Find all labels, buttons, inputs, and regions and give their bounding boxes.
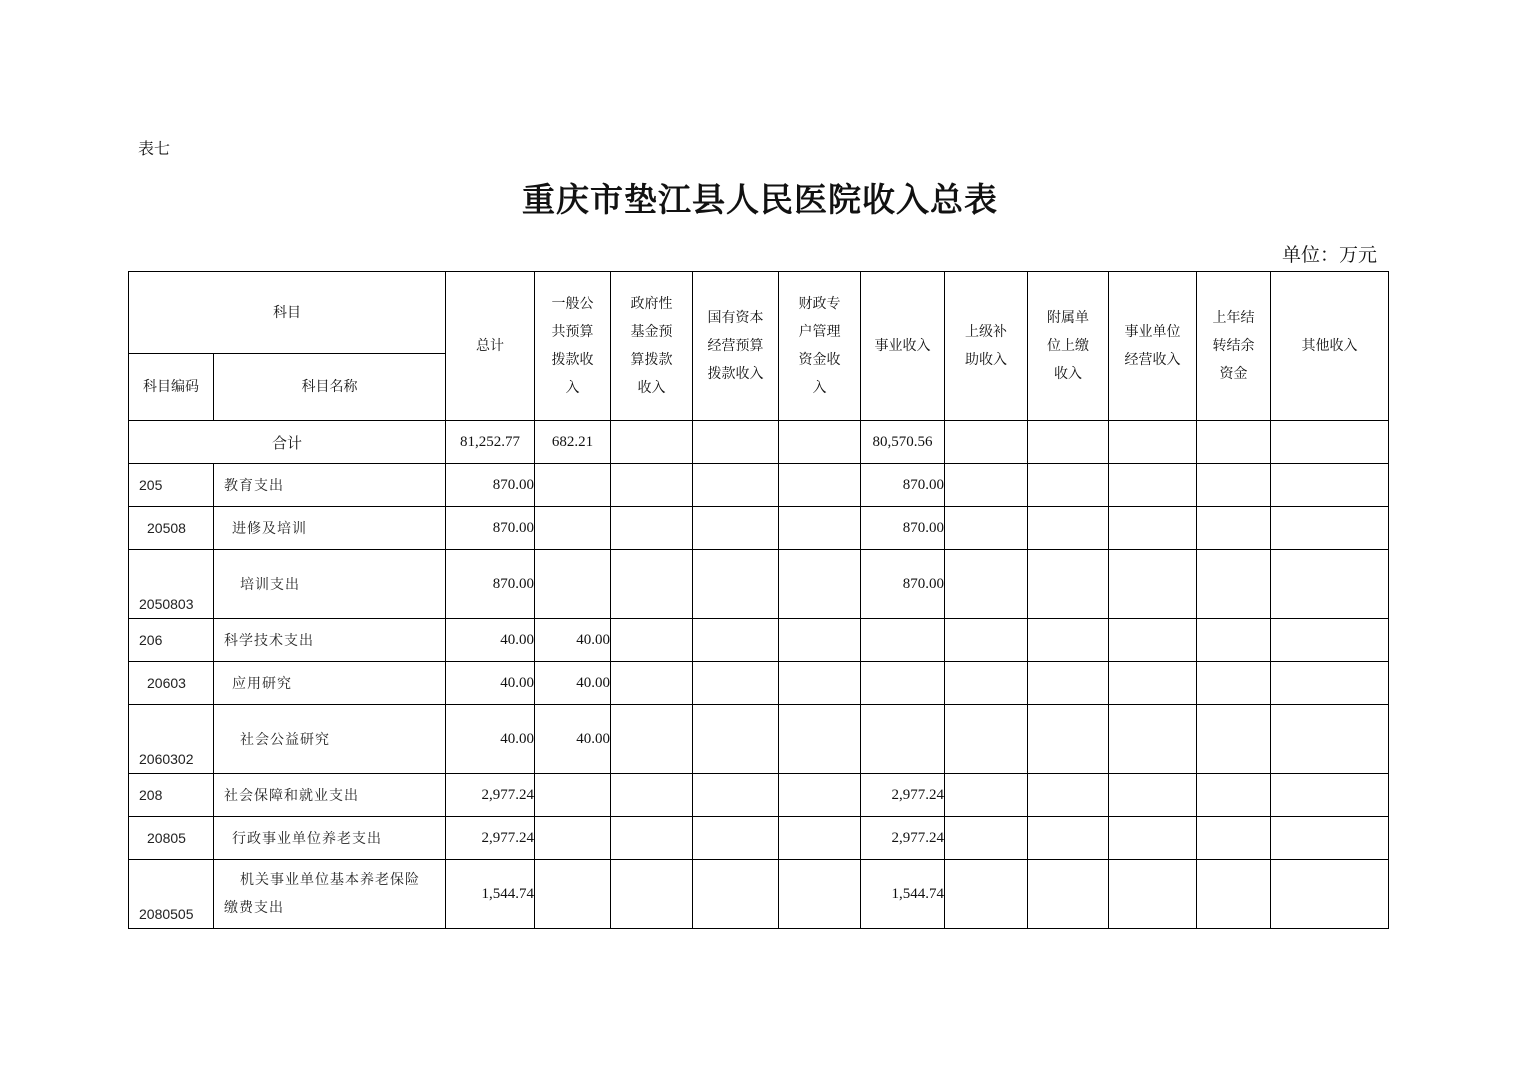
total-row: [129, 421, 1389, 464]
row-business-income: 1,544.74: [861, 860, 945, 929]
header-affiliated-unit: [1028, 272, 1109, 421]
total-state-capital: [693, 421, 779, 464]
row-name: 应用研究: [214, 662, 446, 705]
row-general-budget: [535, 817, 611, 860]
total-fiscal-special: [779, 421, 861, 464]
row-business-income: 2,977.24: [861, 774, 945, 817]
row-total: 40.00: [446, 705, 535, 774]
header-operating-income-line: 经营收入: [1124, 352, 1181, 368]
header-carryover: [1197, 272, 1271, 421]
row-total: 870.00: [446, 464, 535, 507]
header-general-budget: [535, 272, 611, 421]
header-state-capital-line: 拨款收入: [707, 366, 764, 382]
row-business-income: [861, 705, 945, 774]
header-subject-name: 科目名称: [214, 354, 446, 421]
header-state-capital: [693, 272, 779, 421]
header-subject-code: 科目编码: [129, 354, 214, 421]
header-carryover-line: 资金: [1219, 366, 1248, 382]
row-general-budget: [535, 550, 611, 619]
income-summary-table: [128, 271, 1389, 929]
table-row: [129, 619, 1389, 662]
header-affiliated-unit-line: 位上缴: [1047, 338, 1089, 354]
row-name: 进修及培训: [214, 507, 446, 550]
header-carryover-line: 转结余: [1212, 338, 1255, 354]
total-business-income: 80,570.56: [861, 421, 945, 464]
row-name: 社会保障和就业支出: [214, 774, 446, 817]
header-subject: 科目: [129, 272, 446, 354]
total-total: 81,252.77: [446, 421, 535, 464]
total-carryover: [1197, 421, 1271, 464]
table-row: [129, 774, 1389, 817]
row-code: 20805: [129, 817, 214, 860]
table-row: [129, 817, 1389, 860]
header-gov-fund-line: 收入: [637, 380, 666, 396]
row-code: 2050803: [129, 550, 214, 619]
row-code: 20603: [129, 662, 214, 705]
row-name: 培训支出: [214, 550, 446, 619]
header-general-budget-line: 一般公: [551, 296, 594, 312]
header-state-capital-line: 国有资本: [707, 310, 764, 326]
header-superior-subsidy: [945, 272, 1028, 421]
header-fiscal-special-line: 入: [812, 380, 827, 396]
table-row: [129, 705, 1389, 774]
header-operating-income-line: 事业单位: [1124, 324, 1181, 340]
row-code: 205: [129, 464, 214, 507]
row-general-budget: 40.00: [535, 619, 611, 662]
header-fiscal-special: [779, 272, 861, 421]
total-general-budget: 682.21: [535, 421, 611, 464]
table-row: [129, 860, 1389, 929]
header-gov-fund-line: 政府性: [630, 296, 673, 312]
row-name-line: 机关事业单位基本养老保险: [240, 872, 420, 888]
row-code: 206: [129, 619, 214, 662]
row-total: 40.00: [446, 662, 535, 705]
header-other-income: 其他收入: [1271, 272, 1389, 421]
row-name: 科学技术支出: [214, 619, 446, 662]
row-total: 2,977.24: [446, 774, 535, 817]
row-business-income: [861, 662, 945, 705]
total-other-income: [1271, 421, 1389, 464]
row-name: 社会公益研究: [214, 705, 446, 774]
row-total: 2,977.24: [446, 817, 535, 860]
header-gov-fund: [611, 272, 693, 421]
table-row: [129, 662, 1389, 705]
row-name: [214, 860, 446, 929]
row-total: 870.00: [446, 550, 535, 619]
header-total: 总计: [446, 272, 535, 421]
header-carryover-line: 上年结: [1212, 310, 1255, 326]
unit-label: 单位：万元: [1281, 244, 1377, 266]
total-superior-subsidy: [945, 421, 1028, 464]
table-row: [129, 507, 1389, 550]
row-code: 208: [129, 774, 214, 817]
page-title: 重庆市垫江县人民医院收入总表: [522, 180, 998, 219]
table-number-label: 表七: [138, 139, 171, 158]
row-general-budget: [535, 860, 611, 929]
row-general-budget: [535, 774, 611, 817]
row-general-budget: [535, 507, 611, 550]
row-code: 2080505: [129, 860, 214, 929]
row-name: 教育支出: [214, 464, 446, 507]
table-row: [129, 464, 1389, 507]
header-gov-fund-line: 基金预: [630, 324, 673, 340]
header-gov-fund-line: 算拨款: [630, 352, 673, 368]
row-general-budget: [535, 464, 611, 507]
row-total: 40.00: [446, 619, 535, 662]
header-fiscal-special-line: 资金收: [798, 352, 841, 368]
table-row: [129, 550, 1389, 619]
header-general-budget-line: 入: [565, 380, 580, 396]
row-business-income: 870.00: [861, 464, 945, 507]
header-operating-income: [1109, 272, 1197, 421]
row-business-income: 870.00: [861, 550, 945, 619]
header-affiliated-unit-line: 收入: [1054, 366, 1082, 382]
header-business-income: 事业收入: [861, 272, 945, 421]
header-superior-subsidy-line: 助收入: [965, 352, 1007, 368]
header-state-capital-line: 经营预算: [707, 338, 764, 354]
total-operating-income: [1109, 421, 1197, 464]
total-affiliated-unit: [1028, 421, 1109, 464]
header-fiscal-special-line: 财政专: [798, 296, 841, 312]
header-affiliated-unit-line: 附属单: [1047, 310, 1089, 326]
row-code: 20508: [129, 507, 214, 550]
row-business-income: 2,977.24: [861, 817, 945, 860]
row-name-line: 缴费支出: [224, 900, 284, 916]
header-fiscal-special-line: 户管理: [798, 324, 841, 340]
row-total: 1,544.74: [446, 860, 535, 929]
row-general-budget: 40.00: [535, 705, 611, 774]
row-code: 2060302: [129, 705, 214, 774]
row-general-budget: 40.00: [535, 662, 611, 705]
total-label: 合计: [129, 421, 446, 464]
row-total: 870.00: [446, 507, 535, 550]
header-general-budget-line: 共预算: [551, 324, 594, 340]
row-business-income: [861, 619, 945, 662]
header-superior-subsidy-line: 上级补: [965, 324, 1007, 340]
total-gov-fund: [611, 421, 693, 464]
row-name: 行政事业单位养老支出: [214, 817, 446, 860]
row-business-income: 870.00: [861, 507, 945, 550]
header-general-budget-line: 拨款收: [551, 352, 594, 368]
